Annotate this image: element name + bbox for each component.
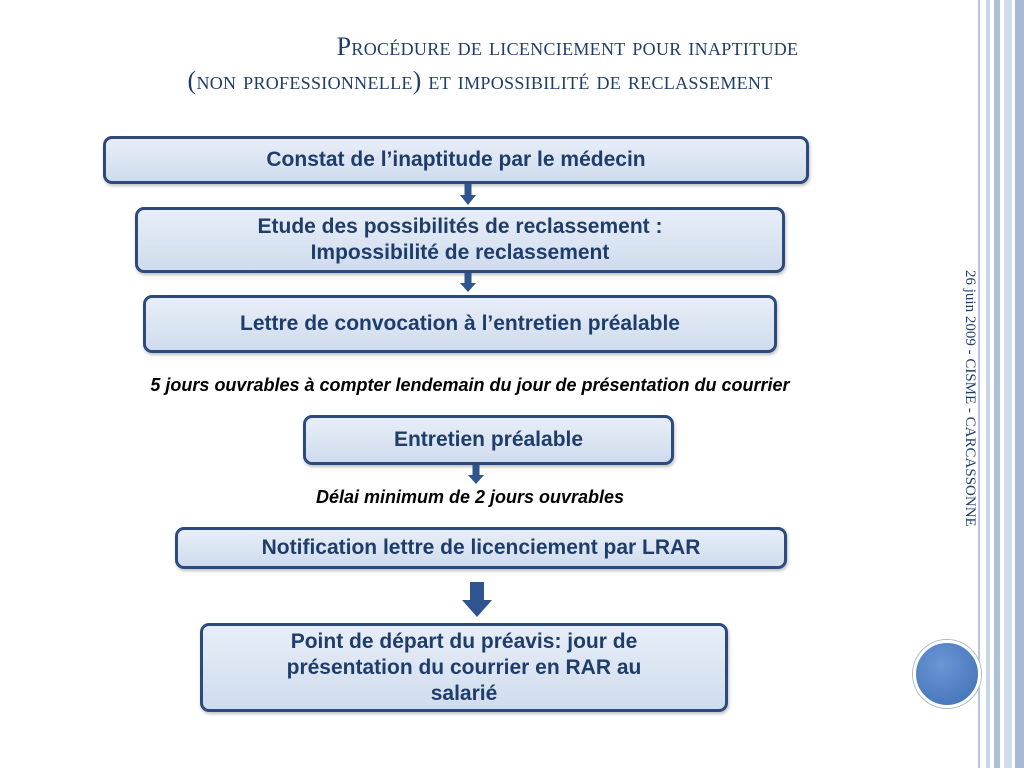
slide-title — [40, 30, 920, 98]
step-etude-reclassement — [135, 207, 785, 273]
decor-stripe — [978, 0, 980, 768]
delay-note-2-days: Délai minimum de 2 jours ouvrables — [315, 487, 625, 507]
arrow-down-icon — [468, 465, 484, 485]
step-6-line-1: Point de départ du préavis: jour de — [290, 629, 638, 653]
step-2-line-1: Etude des possibilités de reclassement : — [257, 215, 663, 238]
arrow-down-icon — [460, 273, 476, 293]
decor-stripe — [986, 0, 990, 768]
decor-stripe — [1004, 0, 1012, 768]
arrow-down-icon — [460, 184, 476, 206]
step-2-line-2: Impossibilité de reclassement — [310, 241, 610, 264]
delay-note-5-days: 5 jours ouvrables à compter lendemain du jour de présentation du courrier — [150, 375, 790, 395]
title-line-1: Procédure de licenciement pour inaptitude — [336, 32, 799, 61]
step-6-line-2: présentation du courrier en RAR au — [286, 655, 642, 679]
step-lettre-convocation — [143, 295, 777, 353]
title-line-2: (non professionnelle) et impossibilité de reclassement — [187, 66, 773, 95]
arrow-down-icon — [462, 582, 492, 618]
decor-stripe — [994, 0, 1000, 768]
step-1-label: Constat de l’inaptitude par le médecin — [266, 148, 646, 171]
step-6-line-3: salarié — [430, 681, 498, 705]
step-point-depart-preavis — [200, 623, 728, 712]
step-4-label: Entretien préalable — [393, 428, 584, 451]
step-entretien-prealable — [303, 415, 674, 465]
step-notification-licenciement — [175, 527, 787, 569]
step-constat-inaptitude — [103, 136, 809, 184]
side-footer-date: 26 juin 2009 - CISME - CARCASSONNE — [962, 270, 978, 527]
decor-circle-icon — [913, 640, 981, 708]
step-3-label: Lettre de convocation à l’entretien préalable — [240, 312, 680, 335]
step-5-label: Notification lettre de licenciement par LRAR — [261, 536, 701, 559]
decor-stripe — [1015, 0, 1024, 768]
